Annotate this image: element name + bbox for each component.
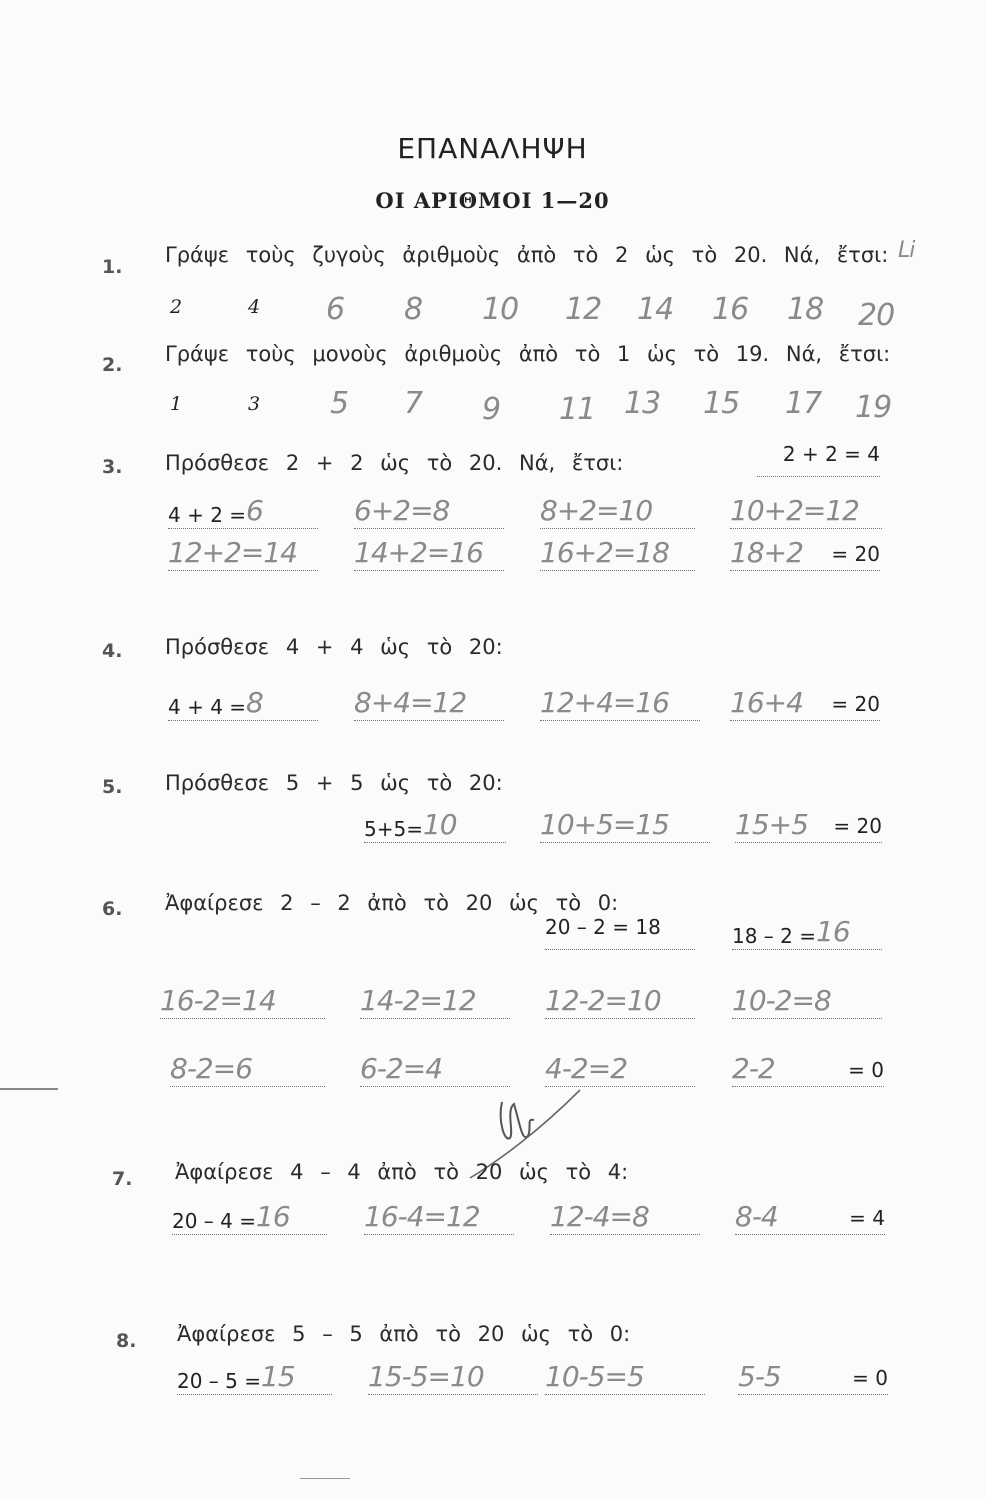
margin-note: Li	[898, 238, 915, 263]
ex6-row1-slot	[160, 984, 325, 1019]
ex8-slot	[368, 1360, 538, 1395]
slot-handwritten: 12-4=8	[550, 1200, 649, 1233]
ex6-row1-slot	[360, 984, 510, 1019]
slot-handwritten: 14+2=16	[354, 536, 483, 569]
exercise-4-number: 4.	[102, 640, 123, 662]
slot-handwritten: 16-4=12	[364, 1200, 480, 1233]
ex8-slot	[177, 1360, 332, 1395]
ex1-answer: 14	[637, 292, 674, 327]
ex4-slot	[730, 686, 880, 721]
slot-handwritten: 5-5	[738, 1360, 781, 1393]
slot-handwritten: 15-5=10	[368, 1360, 484, 1393]
scan-edge-line	[0, 1088, 58, 1090]
slot-printed: 20 – 5 =	[177, 1369, 262, 1393]
slot-handwritten: 18+2	[730, 536, 803, 569]
ex2-answer: 17	[785, 386, 822, 421]
ex2-answer: 5	[330, 386, 349, 421]
ex1-answer: 16	[712, 292, 749, 327]
slot-handwritten: 8-2=6	[170, 1052, 253, 1085]
ex2-answer: 7	[404, 386, 423, 421]
exercise-8-instruction: Ἀφαίρεσε 5 – 5 ἀπὸ τὸ 20 ὡς τὸ 0:	[177, 1322, 631, 1346]
ex3-row1-slot	[540, 494, 695, 529]
ex1-answer: 20	[858, 298, 895, 333]
ex1-printed-1: 2	[170, 296, 183, 318]
ex1-printed-2: 4	[248, 296, 261, 318]
slot-handwritten: 16-2=14	[160, 984, 276, 1017]
ex2-answer: 13	[624, 386, 661, 421]
ex1-answer: 8	[404, 292, 423, 327]
ex2-answer: 19	[855, 390, 892, 425]
slot-handwritten: 10+5=15	[540, 808, 669, 841]
ex6-row2-slot	[732, 1052, 884, 1087]
ex6-row1-slot	[732, 984, 882, 1019]
exercise-3-instruction: Πρόσθεσε 2 + 2 ὡς τὸ 20. Νά, ἔτσι:	[165, 451, 624, 475]
ex7-slot	[735, 1200, 885, 1235]
ex3-row2-slot	[168, 536, 318, 571]
slot-printed: 4 + 2 =	[168, 503, 247, 527]
page-subtitle: ΟΙ ΑΡΙΘΜΟΙ 1—20	[375, 188, 610, 213]
exercise-4-instruction: Πρόσθεσε 4 + 4 ὡς τὸ 20:	[165, 635, 503, 659]
ex4-slot	[540, 686, 700, 721]
ex3-row2-slot	[540, 536, 695, 571]
exercise-6-instruction: Ἀφαίρεσε 2 – 2 ἀπὸ τὸ 20 ὡς τὸ 0:	[165, 891, 619, 915]
slot-printed: 4 + 4 =	[168, 695, 247, 719]
exercise-7-instruction: Ἀφαίρεσε 4 – 4 ἀπὸ τὸ 20 ὡς τὸ 4:	[175, 1160, 629, 1184]
slot-handwritten: 6	[246, 494, 263, 527]
slot-printed: 20 – 2 = 18	[545, 915, 661, 939]
ex3-row1-slot	[168, 494, 318, 529]
ex7-slot	[172, 1200, 327, 1235]
ex5-slot	[364, 808, 506, 843]
ex5-slot	[735, 808, 882, 843]
exercise-7-number: 7.	[112, 1168, 133, 1190]
slot-handwritten: 8+4=12	[354, 686, 467, 719]
slot-handwritten: 8	[246, 686, 263, 719]
exercise-2-instruction: Γράψε τοὺς μονοὺς ἀριθμοὺς ἀπὸ τὸ 1 ὡς τὸ 19. Νά, ἔτσι:	[165, 342, 891, 366]
slot-printed: = 4	[849, 1206, 885, 1230]
ex6-example-2	[732, 915, 882, 950]
slot-handwritten: 12+4=16	[540, 686, 669, 719]
slot-handwritten: 10	[422, 808, 457, 841]
slot-printed: = 0	[848, 1058, 884, 1082]
ex2-printed-2: 3	[248, 393, 261, 415]
ex2-printed-1: 1	[170, 393, 183, 415]
slot-handwritten: 10-5=5	[545, 1360, 644, 1393]
ex1-answer: 12	[565, 292, 602, 327]
exercise-5-instruction: Πρόσθεσε 5 + 5 ὡς τὸ 20:	[165, 771, 503, 795]
ex5-slot	[540, 808, 710, 843]
slot-handwritten: 4-2=2	[545, 1052, 628, 1085]
ex1-answer: 6	[326, 292, 345, 327]
exercise-2-number: 2.	[102, 354, 123, 376]
slot-printed: = 20	[831, 542, 880, 566]
ex8-slot	[545, 1360, 705, 1395]
exercise-1-instruction: Γράψε τοὺς ζυγοὺς ἀριθμοὺς ἀπὸ τὸ 2 ὡς τὸ 20. Νά, ἔτσι:	[165, 243, 889, 267]
ex7-slot	[550, 1200, 700, 1235]
ex4-slot	[168, 686, 318, 721]
slot-printed: 5+5=	[364, 817, 423, 841]
ex2-answer: 11	[559, 392, 596, 427]
ex8-slot	[738, 1360, 888, 1395]
slot-printed: = 20	[831, 692, 880, 716]
slot-printed: 20 – 4 =	[172, 1209, 257, 1233]
page-title: ΕΠΑΝΑΛΗΨΗ	[397, 132, 588, 165]
slot-handwritten: 10-2=8	[732, 984, 831, 1017]
ex2-answer: 15	[703, 386, 740, 421]
exercise-8-number: 8.	[116, 1330, 137, 1352]
ex7-slot	[364, 1200, 514, 1235]
exercise-1-number: 1.	[102, 256, 123, 278]
ex3-row2-slot	[354, 536, 504, 571]
slot-handwritten: 6+2=8	[354, 494, 450, 527]
slot-handwritten: 15+5	[735, 808, 808, 841]
ex3-row2-slot	[730, 536, 880, 571]
exercise-3-number: 3.	[102, 456, 123, 478]
slot-handwritten: 14-2=12	[360, 984, 476, 1017]
slot-handwritten: 16+2=18	[540, 536, 669, 569]
ex6-example-1	[545, 915, 695, 950]
ex3-example	[757, 442, 880, 477]
slot-handwritten: 16+4	[730, 686, 803, 719]
exercise-5-number: 5.	[102, 776, 123, 798]
slot-handwritten: 15	[261, 1360, 295, 1393]
slot-handwritten: 16	[816, 915, 850, 948]
exercise-6-number: 6.	[102, 898, 123, 920]
slot-handwritten: 10+2=12	[730, 494, 859, 527]
slot-handwritten: 2-2	[732, 1052, 775, 1085]
ex6-row1-slot	[545, 984, 695, 1019]
ex2-answer: 9	[482, 392, 501, 427]
ex3-row1-slot	[354, 494, 504, 529]
slot-handwritten: 12-2=10	[545, 984, 661, 1017]
ex1-answer: 18	[787, 292, 824, 327]
slot-handwritten: 8+2=10	[540, 494, 653, 527]
ex3-row1-slot	[730, 494, 882, 529]
slot-handwritten: 12+2=14	[168, 536, 297, 569]
slot-handwritten: 6-2=4	[360, 1052, 443, 1085]
slot-printed: = 20	[833, 814, 882, 838]
slot-printed: 18 – 2 =	[732, 924, 817, 948]
slot-handwritten: 8-4	[735, 1200, 778, 1233]
slot-printed: = 0	[852, 1366, 888, 1390]
slot-handwritten: 16	[256, 1200, 290, 1233]
ex4-slot	[354, 686, 504, 721]
scan-edge-line	[300, 1478, 350, 1479]
ex3-example-text: 2 + 2 = 4	[782, 442, 880, 466]
ex1-answer: 10	[482, 292, 519, 327]
ex6-row2-slot	[170, 1052, 325, 1087]
